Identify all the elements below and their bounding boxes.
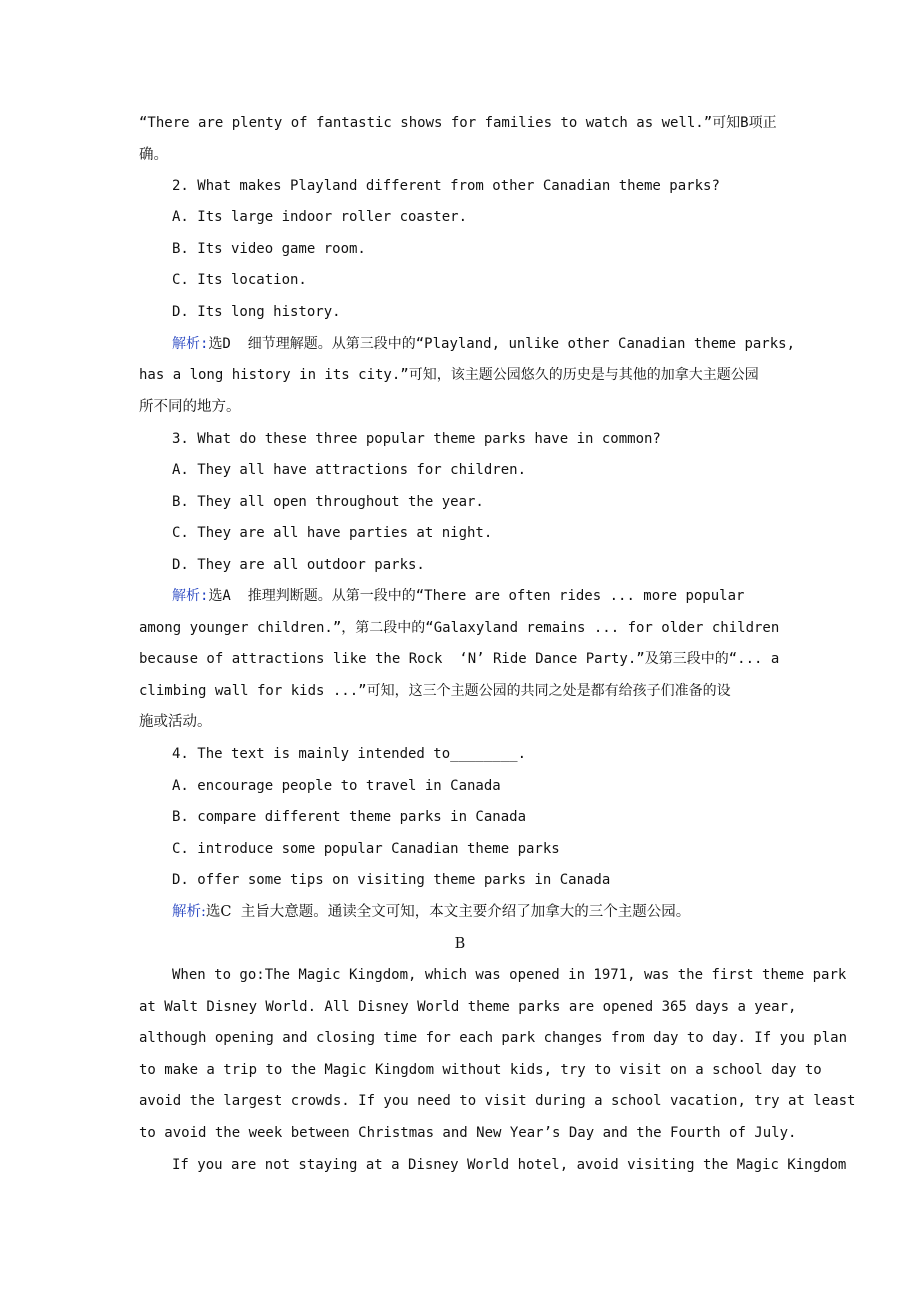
analysis-text: 选A 推理判断题。从第一段中的“There are often rides ... more popular	[208, 588, 745, 604]
passage-line: at Walt Disney World. All Disney World theme parks are opened 365 days a year,	[139, 999, 797, 1015]
analysis-text: 选D 细节理解题。从第三段中的“Playland, unlike other Canadian theme parks,	[208, 336, 796, 352]
passage-line: avoid the largest crowds. If you need to visit during a school vacation, try at least	[139, 1093, 856, 1109]
passage-line: to avoid the week between Christmas and New Year’s Day and the Fourth of July.	[139, 1125, 797, 1141]
question-3-option-d: D. They are all outdoor parks.	[172, 557, 425, 573]
q1-analysis-line-2: 确。	[139, 147, 168, 163]
question-2-analysis-line-2: has a long history in its city.”可知，该主题公园悠久的历史是与其他的加拿大主题公园	[139, 367, 759, 383]
question-2-option-a: A. Its large indoor roller coaster.	[172, 209, 468, 225]
question-2-option-c: C. Its location.	[172, 272, 307, 288]
question-3-analysis-line-3: because of attractions like the Rock ‘N’ Ride Dance Party.”及第三段中的“... a	[139, 651, 780, 667]
analysis-text: 选C 主旨大意题。通读全文可知，本文主要介绍了加拿大的三个主题公园。	[205, 904, 691, 920]
question-3-analysis-line-4: climbing wall for kids ...”可知，这三个主题公园的共同之处是都有给孩子们准备的设	[139, 683, 731, 699]
question-2-option-d: D. Its long history.	[172, 304, 341, 320]
analysis-label: 解析:	[172, 588, 209, 604]
analysis-label: 解析:	[172, 336, 209, 352]
question-3-analysis	[172, 586, 784, 606]
question-4-option-c: C. introduce some popular Canadian theme parks	[172, 841, 560, 857]
question-4-analysis	[172, 902, 784, 922]
question-4-option-a: A. encourage people to travel in Canada	[172, 778, 501, 794]
question-3-analysis-line-2: among younger children.”，第二段中的“Galaxyland remains ... for older children	[139, 620, 780, 636]
passage-line: When to go:The Magic Kingdom, which was opened in 1971, was the first theme park	[172, 967, 847, 983]
analysis-label: 解析:	[172, 904, 206, 920]
question-4-option-d: D. offer some tips on visiting theme parks in Canada	[172, 872, 611, 888]
question-4-stem: 4. The text is mainly intended to________.	[172, 746, 527, 762]
question-2-analysis-line-3: 所不同的地方。	[139, 399, 241, 415]
question-2-analysis	[172, 334, 796, 354]
section-heading: B	[454, 936, 466, 952]
passage-line: to make a trip to the Magic Kingdom without kids, try to visit on a school day to	[139, 1062, 822, 1078]
question-3-stem: 3. What do these three popular theme parks have in common?	[172, 431, 661, 447]
question-3-option-c: C. They are all have parties at night.	[172, 525, 493, 541]
q1-analysis-line-1: “There are plenty of fantastic shows for families to watch as well.”可知B项正	[139, 115, 777, 131]
question-3-analysis-line-5: 施或活动。	[139, 714, 212, 730]
question-3-option-a: A. They all have attractions for children.	[172, 462, 527, 478]
passage-line: although opening and closing time for each park changes from day to day. If you plan	[139, 1030, 848, 1046]
passage-line: If you are not staying at a Disney World hotel, avoid visiting the Magic Kingdom	[172, 1157, 847, 1173]
question-3-option-b: B. They all open throughout the year.	[172, 494, 484, 510]
question-4-option-b: B. compare different theme parks in Canada	[172, 809, 527, 825]
question-2-stem: 2. What makes Playland different from other Canadian theme parks?	[172, 178, 720, 194]
question-2-option-b: B. Its video game room.	[172, 241, 366, 257]
